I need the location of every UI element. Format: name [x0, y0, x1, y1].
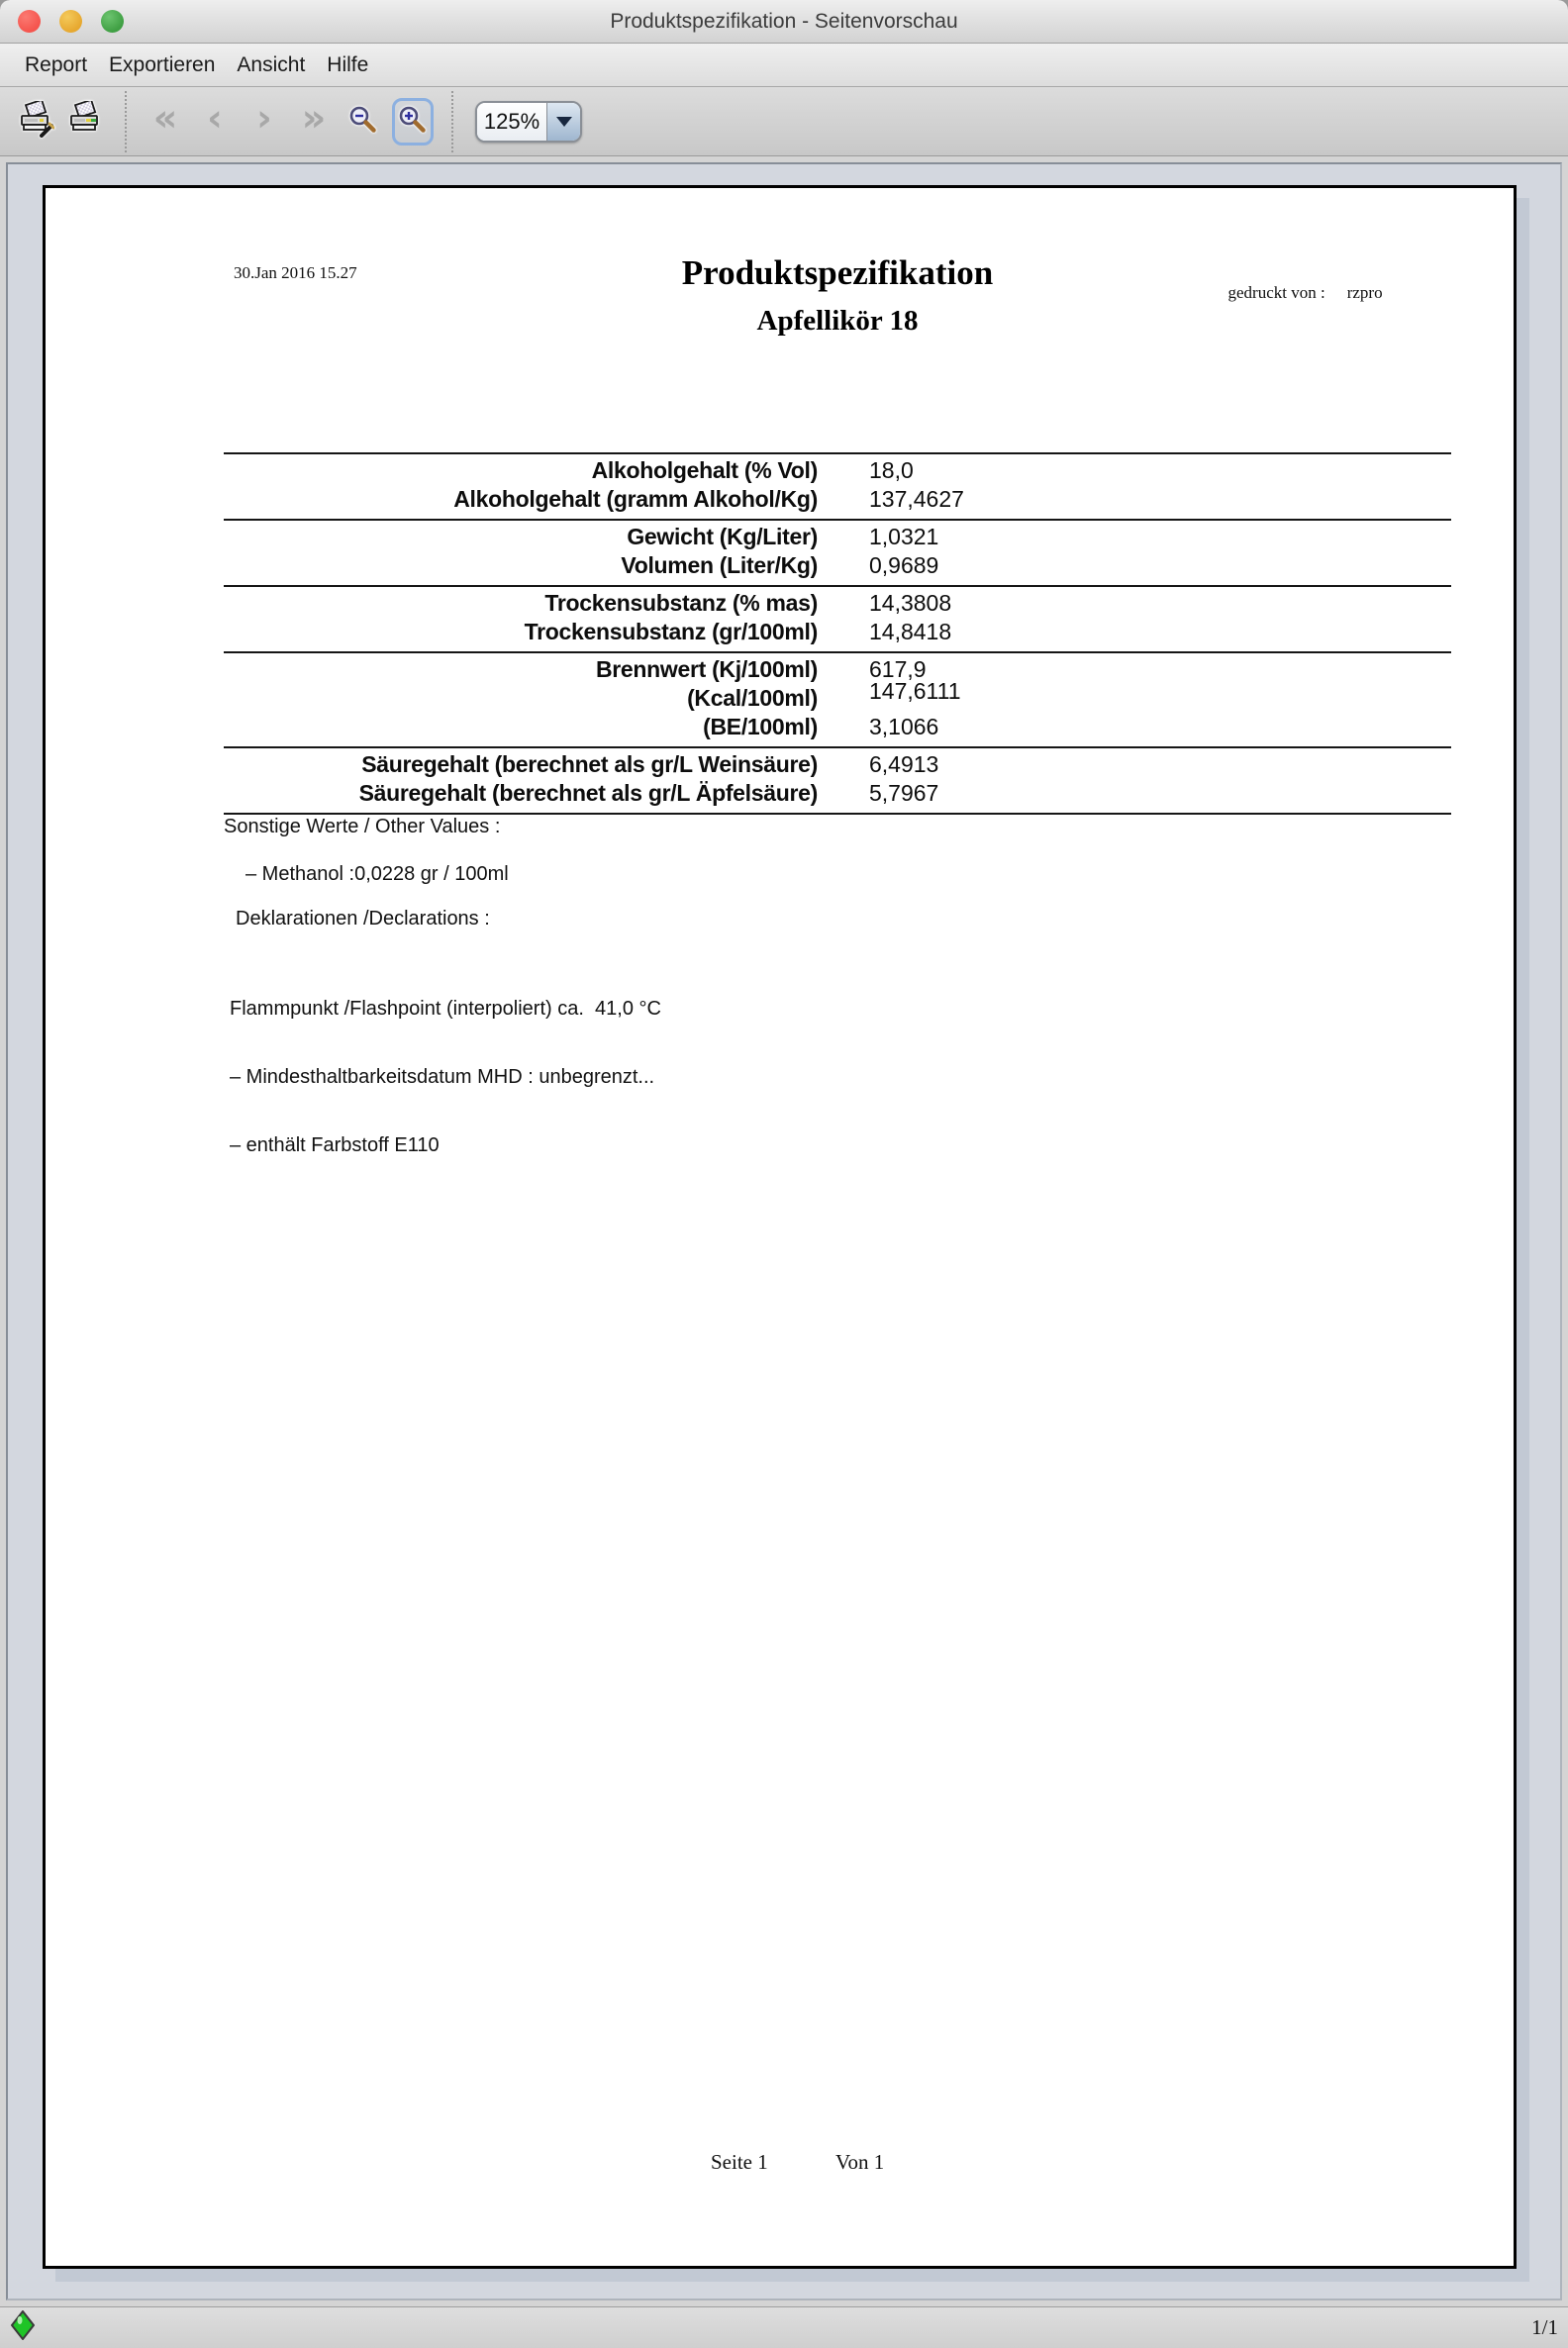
table-row [224, 552, 1451, 581]
table-row [224, 524, 1451, 552]
preview-viewport[interactable] [6, 162, 1562, 2300]
zoom-level-select[interactable] [475, 101, 582, 143]
row-value: 14,8418 [869, 619, 952, 644]
menu-report[interactable]: Report [25, 52, 88, 76]
printed-by-value: rzpro [1346, 283, 1383, 302]
table-row [224, 619, 1451, 647]
row-label: Alkoholgehalt (gramm Alkohol/Kg) [453, 486, 818, 512]
other-values-heading: Sonstige Werte / Other Values : [224, 816, 501, 837]
row-value: 147,6111 [869, 678, 961, 704]
row-value: 18,0 [869, 457, 914, 483]
declaration-line: Flammpunkt /Flashpoint (interpoliert) ca. 41,0 °C [230, 998, 661, 1020]
status-bar [0, 2306, 1568, 2348]
row-value: 6,4913 [869, 751, 939, 777]
row-value: 0,9689 [869, 552, 939, 578]
methanol-line: – Methanol :0,0228 gr / 100ml [245, 863, 509, 885]
row-label: Brennwert (Kj/100ml) [595, 656, 818, 682]
declaration-line: – enthält Farbstoff E110 [230, 1134, 440, 1156]
table-group [224, 651, 1451, 746]
table-group [224, 519, 1451, 585]
menu-bar [0, 44, 1568, 87]
row-label: Säuregehalt (berechnet als gr/L Weinsäure) [361, 751, 818, 777]
spec-table [224, 452, 1451, 815]
printer-icon [68, 101, 104, 142]
title-bar [0, 0, 1568, 44]
row-label: (BE/100ml) [703, 714, 818, 739]
printer-pencil-icon [19, 101, 54, 142]
table-row [224, 678, 1451, 714]
chevron-down-icon[interactable] [546, 103, 580, 141]
last-page-button[interactable]: » [293, 98, 335, 146]
table-group [224, 585, 1451, 651]
row-value: 5,7967 [869, 780, 939, 806]
magnifier-minus-icon [348, 105, 378, 138]
printed-by [1186, 263, 1383, 323]
page-setup-button[interactable] [16, 98, 57, 146]
menu-hilfe[interactable]: Hilfe [327, 52, 369, 76]
zoom-in-button[interactable] [392, 98, 434, 146]
row-label: Alkoholgehalt (% Vol) [591, 457, 818, 483]
table-row [224, 714, 1451, 742]
row-value: 14,3808 [869, 590, 952, 616]
document-page [43, 185, 1517, 2269]
print-button[interactable] [65, 98, 107, 146]
printed-by-label: gedruckt von : [1227, 283, 1325, 302]
zoom-level-value: 125% [477, 103, 546, 141]
row-label: Gewicht (Kg/Liter) [627, 524, 818, 549]
magnifier-plus-icon [398, 105, 428, 138]
table-row [224, 590, 1451, 619]
status-indicator-icon [10, 2310, 36, 2345]
menu-exportieren[interactable]: Exportieren [109, 52, 216, 76]
menu-ansicht[interactable]: Ansicht [237, 52, 306, 76]
row-value: 3,1066 [869, 714, 939, 739]
declaration-line: – Mindesthaltbarkeitsdatum MHD : unbegrenzt... [230, 1066, 655, 1088]
table-group [224, 746, 1451, 813]
previous-page-button[interactable]: ‹ [194, 98, 236, 146]
table-row [224, 457, 1451, 486]
toolbar-separator [451, 91, 453, 152]
table-row [224, 486, 1451, 515]
row-value: 137,4627 [869, 486, 964, 512]
table-row [224, 780, 1451, 809]
zoom-out-button[interactable] [343, 98, 384, 146]
first-page-button[interactable]: « [145, 98, 186, 146]
row-value: 617,9 [869, 656, 927, 682]
window-title: Produktspezifikation - Seitenvorschau [610, 10, 958, 33]
row-value: 1,0321 [869, 524, 939, 549]
footer-page-label: Seite 1 [711, 2150, 768, 2174]
preview-area [0, 156, 1568, 2306]
row-label: Volumen (Liter/Kg) [621, 552, 818, 578]
table-row [224, 751, 1451, 780]
toolbar-separator [125, 91, 127, 152]
document-subtitle: Apfellikör 18 [756, 305, 919, 337]
print-date: 30.Jan 2016 15.27 [234, 263, 357, 282]
table-row [224, 656, 1451, 685]
table-group [224, 452, 1451, 519]
row-label: Säuregehalt (berechnet als gr/L Äpfelsäure) [358, 780, 818, 806]
row-label: Trockensubstanz (% mas) [544, 590, 818, 616]
next-page-button[interactable]: › [244, 98, 285, 146]
document-title: Produktspezifikation [681, 253, 994, 292]
footer-of-label: Von 1 [835, 2150, 885, 2174]
toolbar [0, 87, 1568, 156]
page-count: 1/1 [1531, 2315, 1558, 2339]
row-label: Trockensubstanz (gr/100ml) [524, 619, 818, 644]
row-label: (Kcal/100ml) [687, 685, 818, 711]
declarations-heading: Deklarationen /Declarations : [236, 908, 490, 929]
declarations-block [230, 952, 661, 1203]
